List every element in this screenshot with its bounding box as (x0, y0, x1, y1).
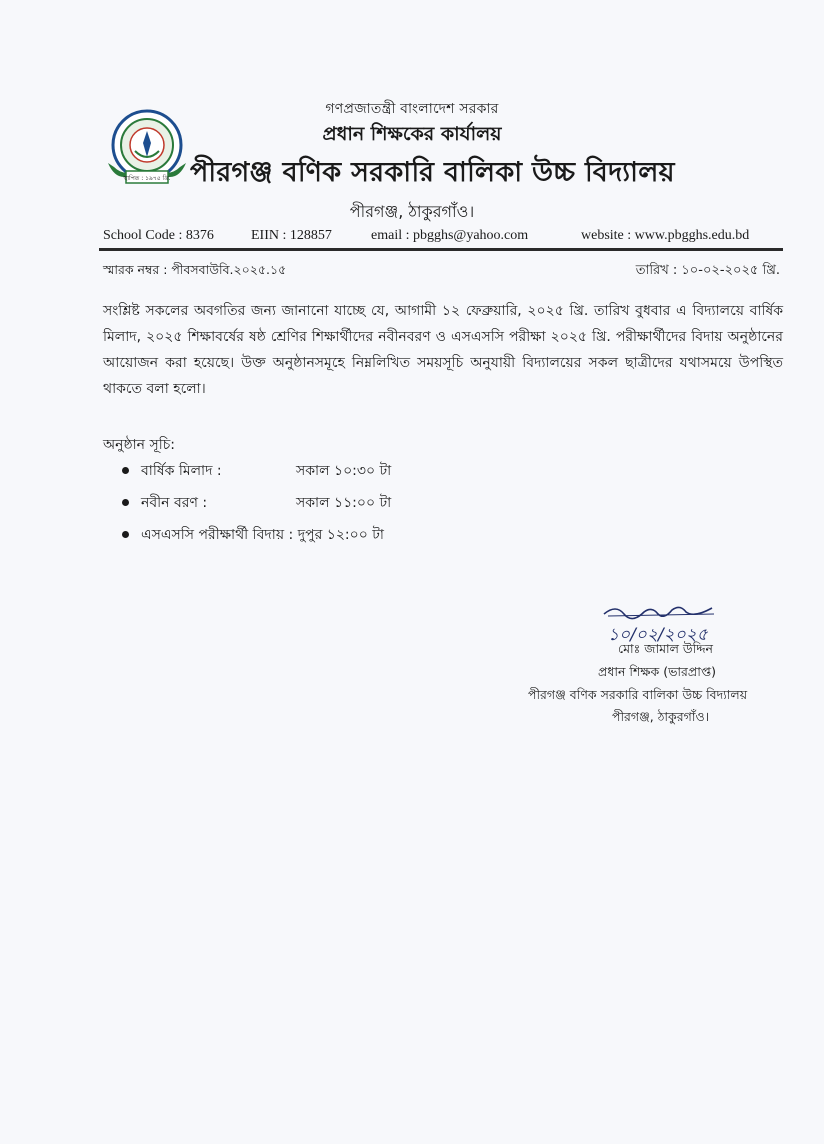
schedule-event: বার্ষিক মিলাদ : (141, 463, 222, 479)
government-line: গণপ্রজাতন্ত্রী বাংলাদেশ সরকার (325, 101, 499, 117)
office-title: প্রধান শিক্ষকের কার্যালয় (322, 123, 502, 145)
signatory-designation: প্রধান শিক্ষক (ভারপ্রাপ্ত) (598, 664, 717, 679)
notice-body: সংশ্লিষ্ট সকলের অবগতির জন্য জানানো যাচ্ছে যে, আগামী ১২ ফেব্রুয়ারি, ২০২৫ খ্রি. তারিখ বুধবার এ বিদ্যালয়ে বার্ষিক মিলাদ, ২০২৫ শিক্ষাবর্ষের ষষ্ঠ শ্রেণির শিক্ষার্থীদের নবীনবরণ ও এসএসসি পরীক্ষা ২০২৫ খ্রি. পরীক্ষার্থীদের বিদায় অনুষ্ঠানের আয়োজন করা হয়েছে। উক্ত অনুষ্ঠানসমূহে নিম্নলিখিত সময়সূচি অনুযায়ী বিদ্যালয়ের সকল ছাত্রীদের যথাসময়ে উপস্থিত থাকতে বলা হলো। (103, 303, 783, 397)
bullet-icon (122, 499, 129, 506)
memo-date: তারিখ : ১০-০২-২০২৫ খ্রি. (635, 263, 780, 278)
school-name-heading: পীরগঞ্জ বণিক সরকারি বালিকা উচ্চ বিদ্যালয় (190, 157, 675, 188)
memo-reference: স্মারক নম্বর : পীবসবাউবি.২০২৫.১৫ (103, 262, 287, 277)
website-address: website : www.pbgghs.edu.bd (581, 228, 750, 243)
email-address: email : pbgghs@yahoo.com (371, 228, 529, 243)
schedule-title: অনুষ্ঠান সূচি: (103, 437, 175, 453)
eiin-number: EIIN : 128857 (251, 228, 332, 243)
signatory-place: পীরগঞ্জ, ঠাকুরগাঁও। (612, 709, 710, 724)
schedule-time: দুপুর ১২:০০ টা (297, 527, 384, 543)
logo-ribbon-text: স্থাপিত : ১৯৭৫ খ্রি. (123, 175, 171, 182)
signatory-name: মোঃ জামাল উদ্দিন (618, 641, 713, 656)
schedule-list (122, 456, 392, 552)
schedule-time: সকাল ১০:৩০ টা (296, 463, 392, 479)
signature-date: ১০/০২/২০২৫ (608, 625, 708, 645)
schedule-item (122, 520, 384, 552)
school-location: পীরগঞ্জ, ঠাকুরগাঁও। (349, 202, 475, 221)
school-code: School Code : 8376 (103, 228, 214, 243)
schedule-item (122, 456, 392, 488)
schedule-event: নবীন বরণ : (141, 495, 208, 511)
schedule-item (122, 488, 392, 520)
schedule-event: এসএসসি পরীক্ষার্থী বিদায় : (141, 527, 294, 543)
schedule-time: সকাল ১১:০০ টা (296, 495, 392, 511)
bullet-icon (122, 531, 129, 538)
bullet-icon (122, 467, 129, 474)
signatory-school: পীরগঞ্জ বণিক সরকারি বালিকা উচ্চ বিদ্যালয় (528, 687, 748, 702)
header-divider (99, 248, 783, 251)
contact-row (103, 228, 783, 248)
